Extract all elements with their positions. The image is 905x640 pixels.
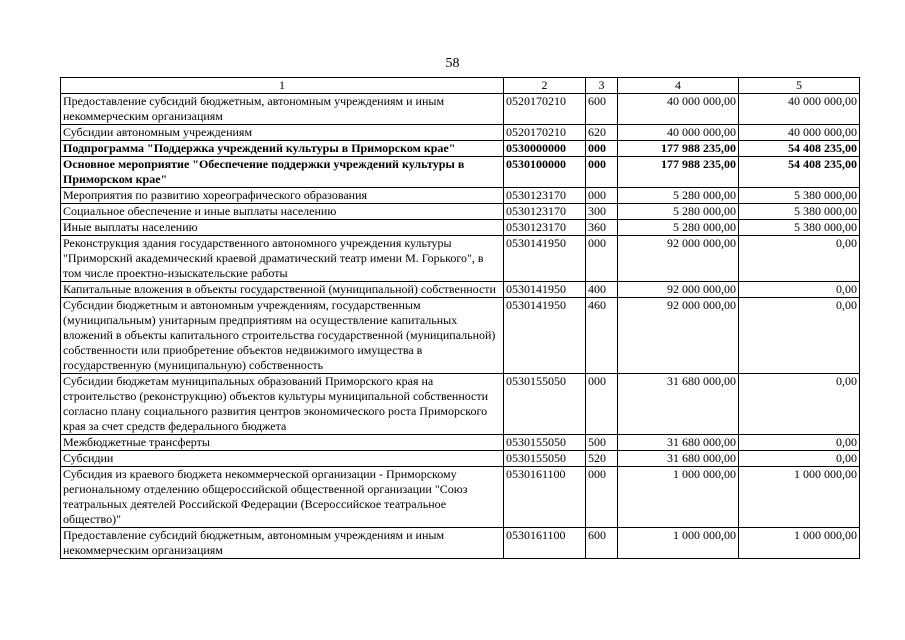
table-row	[61, 282, 860, 298]
row-name-cell: Субсидия из краевого бюджета некоммерческой организации - Приморскому региональному отделению общероссийской общественной организации "Союз театральных деятелей Российской Федерации (Всероссийское театральное общество)"	[61, 467, 504, 528]
row-name-cell: Предоставление субсидий бюджетным, автономным учреждениям и иным некоммерческим организациям	[61, 528, 504, 559]
row-amount-2-cell: 40 000 000,00	[739, 125, 860, 141]
table-row	[61, 188, 860, 204]
row-amount-2-cell: 0,00	[739, 374, 860, 435]
table-row	[61, 374, 860, 435]
row-expense-type-cell: 000	[586, 236, 618, 282]
row-amount-1-cell: 177 988 235,00	[618, 141, 739, 157]
row-amount-2-cell: 0,00	[739, 236, 860, 282]
table-row	[61, 435, 860, 451]
table-row	[61, 204, 860, 220]
row-expense-type-cell: 460	[586, 298, 618, 374]
row-amount-2-cell: 0,00	[739, 435, 860, 451]
header-col-2: 2	[504, 78, 586, 94]
table-row	[61, 236, 860, 282]
row-amount-1-cell: 40 000 000,00	[618, 94, 739, 125]
row-target-article-cell: 0530100000	[504, 157, 586, 188]
row-amount-1-cell: 1 000 000,00	[618, 528, 739, 559]
row-target-article-cell: 0520170210	[504, 94, 586, 125]
table-row	[61, 141, 860, 157]
row-target-article-cell: 0530155050	[504, 435, 586, 451]
row-name-cell: Субсидии автономным учреждениям	[61, 125, 504, 141]
table-row	[61, 157, 860, 188]
row-expense-type-cell: 000	[586, 141, 618, 157]
row-target-article-cell: 0530141950	[504, 236, 586, 282]
row-expense-type-cell: 360	[586, 220, 618, 236]
header-col-1: 1	[61, 78, 504, 94]
row-target-article-cell: 0530123170	[504, 220, 586, 236]
row-amount-2-cell: 1 000 000,00	[739, 467, 860, 528]
row-amount-1-cell: 40 000 000,00	[618, 125, 739, 141]
header-col-4: 4	[618, 78, 739, 94]
row-name-cell: Субсидии бюджетным и автономным учреждениям, государственным (муниципальным) унитарным предприятиям на осуществление капитальных вложений в объекты капитального строительства государственной (муниципальной) собственности или приобретение объектов недвижимого имущества в государственную (муниципальную) собственность	[61, 298, 504, 374]
page-number: 58	[445, 56, 460, 71]
row-name-cell: Субсидии	[61, 451, 504, 467]
table-row	[61, 528, 860, 559]
row-target-article-cell: 0530123170	[504, 188, 586, 204]
table-row	[61, 125, 860, 141]
row-name-cell: Основное мероприятие "Обеспечение поддержки учреждений культуры в Приморском крае"	[61, 157, 504, 188]
table-row	[61, 220, 860, 236]
row-target-article-cell: 0530155050	[504, 374, 586, 435]
row-expense-type-cell: 600	[586, 528, 618, 559]
row-name-cell: Капитальные вложения в объекты государственной (муниципальной) собственности	[61, 282, 504, 298]
row-name-cell: Иные выплаты населению	[61, 220, 504, 236]
row-expense-type-cell: 300	[586, 204, 618, 220]
row-expense-type-cell: 000	[586, 188, 618, 204]
row-name-cell: Субсидии бюджетам муниципальных образований Приморского края на строительство (реконструкцию) объектов культуры муниципальной собственности согласно плану социального развития центров экономического роста Приморского края за счет средств федерального бюджета	[61, 374, 504, 435]
row-amount-1-cell: 92 000 000,00	[618, 298, 739, 374]
row-amount-1-cell: 92 000 000,00	[618, 236, 739, 282]
row-target-article-cell: 0530161100	[504, 528, 586, 559]
row-amount-1-cell: 5 280 000,00	[618, 220, 739, 236]
row-name-cell: Межбюджетные трансферты	[61, 435, 504, 451]
row-amount-2-cell: 0,00	[739, 451, 860, 467]
row-name-cell: Предоставление субсидий бюджетным, автономным учреждениям и иным некоммерческим организациям	[61, 94, 504, 125]
row-amount-2-cell: 40 000 000,00	[739, 94, 860, 125]
row-amount-1-cell: 92 000 000,00	[618, 282, 739, 298]
row-expense-type-cell: 400	[586, 282, 618, 298]
row-amount-2-cell: 5 380 000,00	[739, 188, 860, 204]
row-amount-1-cell: 1 000 000,00	[618, 467, 739, 528]
header-col-5: 5	[739, 78, 860, 94]
row-target-article-cell: 0530123170	[504, 204, 586, 220]
row-amount-2-cell: 1 000 000,00	[739, 528, 860, 559]
row-amount-2-cell: 5 380 000,00	[739, 204, 860, 220]
header-row	[61, 78, 860, 94]
row-amount-1-cell: 31 680 000,00	[618, 435, 739, 451]
row-expense-type-cell: 600	[586, 94, 618, 125]
row-name-cell: Мероприятия по развитию хореографического образования	[61, 188, 504, 204]
row-expense-type-cell: 620	[586, 125, 618, 141]
table-row	[61, 94, 860, 125]
budget-table	[60, 77, 860, 559]
header-col-3: 3	[586, 78, 618, 94]
row-amount-1-cell: 31 680 000,00	[618, 374, 739, 435]
row-amount-2-cell: 54 408 235,00	[739, 141, 860, 157]
table-row	[61, 451, 860, 467]
table-row	[61, 298, 860, 374]
row-amount-1-cell: 31 680 000,00	[618, 451, 739, 467]
row-target-article-cell: 0530141950	[504, 282, 586, 298]
row-amount-2-cell: 0,00	[739, 282, 860, 298]
row-target-article-cell: 0530161100	[504, 467, 586, 528]
row-amount-2-cell: 5 380 000,00	[739, 220, 860, 236]
row-amount-1-cell: 177 988 235,00	[618, 157, 739, 188]
row-amount-1-cell: 5 280 000,00	[618, 188, 739, 204]
table-row	[61, 467, 860, 528]
row-expense-type-cell: 000	[586, 374, 618, 435]
row-amount-1-cell: 5 280 000,00	[618, 204, 739, 220]
row-target-article-cell: 0530000000	[504, 141, 586, 157]
row-name-cell: Социальное обеспечение и иные выплаты населению	[61, 204, 504, 220]
row-name-cell: Реконструкция здания государственного автономного учреждения культуры "Приморский академический краевой драматический театр имени М. Горького", в том числе проектно-изыскательские работы	[61, 236, 504, 282]
row-target-article-cell: 0530155050	[504, 451, 586, 467]
row-expense-type-cell: 500	[586, 435, 618, 451]
row-expense-type-cell: 000	[586, 157, 618, 188]
row-name-cell: Подпрограмма "Поддержка учреждений культуры в Приморском крае"	[61, 141, 504, 157]
row-expense-type-cell: 000	[586, 467, 618, 528]
row-expense-type-cell: 520	[586, 451, 618, 467]
row-amount-2-cell: 54 408 235,00	[739, 157, 860, 188]
row-target-article-cell: 0530141950	[504, 298, 586, 374]
row-amount-2-cell: 0,00	[739, 298, 860, 374]
row-target-article-cell: 0520170210	[504, 125, 586, 141]
